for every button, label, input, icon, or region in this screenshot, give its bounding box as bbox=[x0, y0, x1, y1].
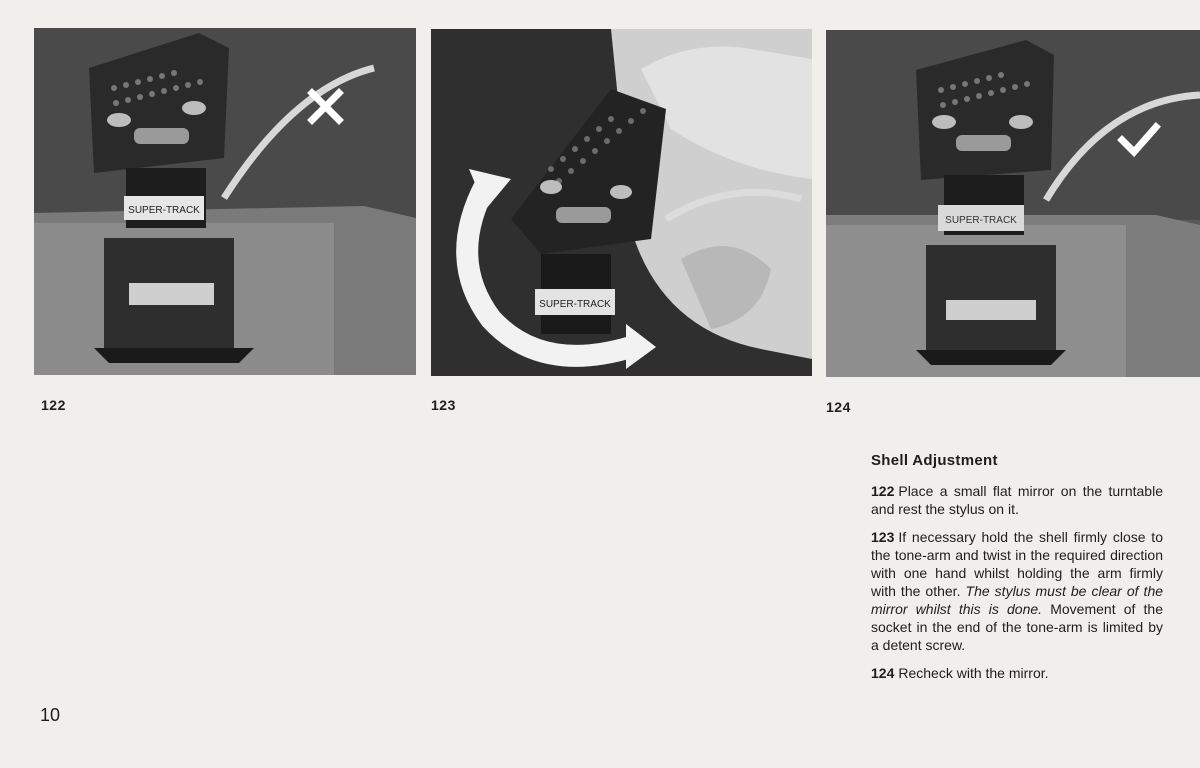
paragraph-123-number: 123 bbox=[871, 529, 895, 545]
paragraph-123-italic-note: The stylus must be clear of the mirror whilst this is done. bbox=[871, 583, 1164, 617]
section-heading: Shell Adjustment bbox=[871, 452, 998, 469]
photo-122-illustration bbox=[34, 28, 416, 375]
photo-122-cartridge-label: SUPER-TRACK bbox=[128, 205, 200, 216]
paragraph-122 bbox=[871, 482, 1163, 518]
paragraph-124-text: Recheck with the mirror. bbox=[898, 665, 1049, 681]
photo-124-illustration bbox=[826, 30, 1200, 377]
photo-124 bbox=[826, 30, 1200, 377]
paragraph-122-number: 122 bbox=[871, 483, 895, 499]
photo-123 bbox=[431, 29, 812, 376]
paragraph-122-text: Place a small flat mirror on the turntable and rest the stylus on it. bbox=[871, 483, 1163, 517]
photo-122 bbox=[34, 28, 416, 375]
instructions-column bbox=[871, 452, 1163, 692]
paragraph-123 bbox=[871, 528, 1163, 654]
paragraph-124-number: 124 bbox=[871, 665, 895, 681]
page-number: 10 bbox=[40, 705, 61, 725]
figure-number-123: 123 bbox=[431, 397, 456, 413]
figure-number-124: 124 bbox=[826, 399, 851, 415]
photo-123-cartridge-label: SUPER-TRACK bbox=[539, 299, 611, 310]
paragraph-123-text-after: Movement of the socket in the end of the tone-arm is limited by a detent screw. bbox=[871, 601, 1164, 653]
photo-123-illustration bbox=[431, 29, 812, 376]
figure-number-122: 122 bbox=[41, 397, 66, 413]
paragraph-123-text: If necessary hold the shell firmly close to the tone-arm and twist in the required direction with one hand whilst holding the arm firmly with the other. bbox=[871, 529, 1163, 599]
paragraph-124 bbox=[871, 664, 1163, 682]
photo-124-cartridge-label: SUPER-TRACK bbox=[945, 215, 1017, 226]
